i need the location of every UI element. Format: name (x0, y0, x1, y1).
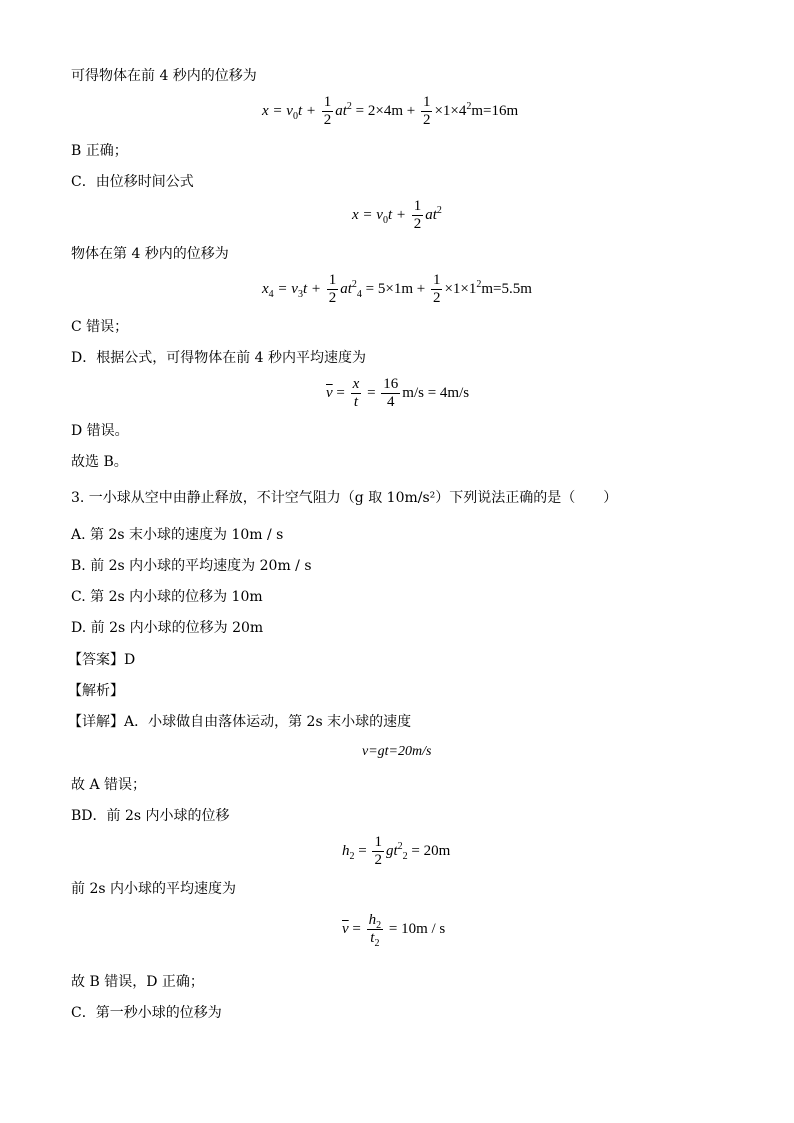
fraction-x-over-t: $\frac{x}{t}$ (352, 376, 360, 410)
analysis-label: 【解析】 (68, 683, 124, 699)
equation-displacement-4th-second: $x_4 = v_3t$ + $\frac{1}{2}$ $at^2_4 = 5\times 1m$ + $\frac{1}{2}$ $\times 1\times 1^2m=5.5m$ (262, 272, 532, 306)
fraction-half: $\frac{1}{2}$ (432, 272, 441, 306)
option-c: C. 第 2s 内小球的位移为 10m (71, 589, 263, 605)
text-line: B 正确； (71, 143, 128, 159)
fraction-16-over-4: $\frac{16}{4}$ (383, 376, 399, 410)
fraction-half: $\frac{1}{2}$ (323, 94, 332, 128)
equation-average-velocity-2s: $\overline{v}$ = $\frac{h_2}{t_2}$ = 10m / s (342, 912, 446, 949)
text-line: 前 2s 内小球的平均速度为 (71, 881, 236, 897)
text-line: 故选 B。 (71, 454, 128, 470)
option-b: B. 前 2s 内小球的平均速度为 20m / s (71, 558, 312, 574)
fraction-half: $\frac{1}{2}$ (328, 272, 337, 306)
fraction-half: $\frac{1}{2}$ (374, 834, 382, 868)
option-a: A. 第 2s 末小球的速度为 10m / s (71, 527, 284, 543)
option-d: D. 前 2s 内小球的位移为 20m (71, 620, 264, 636)
text-line: 故 B 错误，D 正确； (71, 974, 204, 990)
text-line: BD．前 2s 内小球的位移 (71, 808, 230, 824)
text-line: 物体在第 4 秒内的位移为 (71, 246, 229, 262)
fraction-half: $\frac{1}{2}$ (413, 198, 422, 232)
detail-text: 【详解】A．小球做自由落体运动，第 2s 末小球的速度 (68, 714, 412, 730)
equation-average-velocity: $\overline{v}$ = $\frac{x}{t}$ = $\frac{16}{4}$ m/s = 4m/s (326, 376, 470, 410)
equation-displacement-4s: $x = v_0t$ + $\frac{1}{2}$ $at^2 = 2\times 4m$ + $\frac{1}{2}$ $\times 1\times 4^2m=16m$ (262, 94, 519, 128)
text-line: C．第一秒小球的位移为 (71, 1005, 222, 1021)
text-line: C．由位移时间公式 (71, 174, 194, 190)
fraction-h-over-t: $\frac{h_2}{t_2}$ (368, 912, 382, 949)
equation-displacement-formula: $x = v_0t$ + $\frac{1}{2}$ $at^2$ (352, 198, 442, 232)
text-line: C 错误； (71, 319, 129, 335)
equation-displacement-2s: $h_2$ = $\frac{1}{2}$ $gt^2_2 = 20m$ (342, 834, 451, 868)
text-line: D 错误。 (71, 423, 129, 439)
equation-velocity: v=gt=20m/s (362, 744, 432, 759)
question-stem: 3. 一小球从空中由静止释放，不计空气阻力（g 取 10m/s²）下列说法正确的是（ ） (71, 490, 618, 506)
answer-label: 【答案】D (68, 652, 136, 668)
text-line: 故 A 错误； (71, 777, 147, 793)
text-line: D．根据公式，可得物体在前 4 秒内平均速度为 (71, 350, 367, 366)
fraction-half: $\frac{1}{2}$ (422, 94, 431, 128)
text-line: 可得物体在前 4 秒内的位移为 (71, 68, 257, 84)
